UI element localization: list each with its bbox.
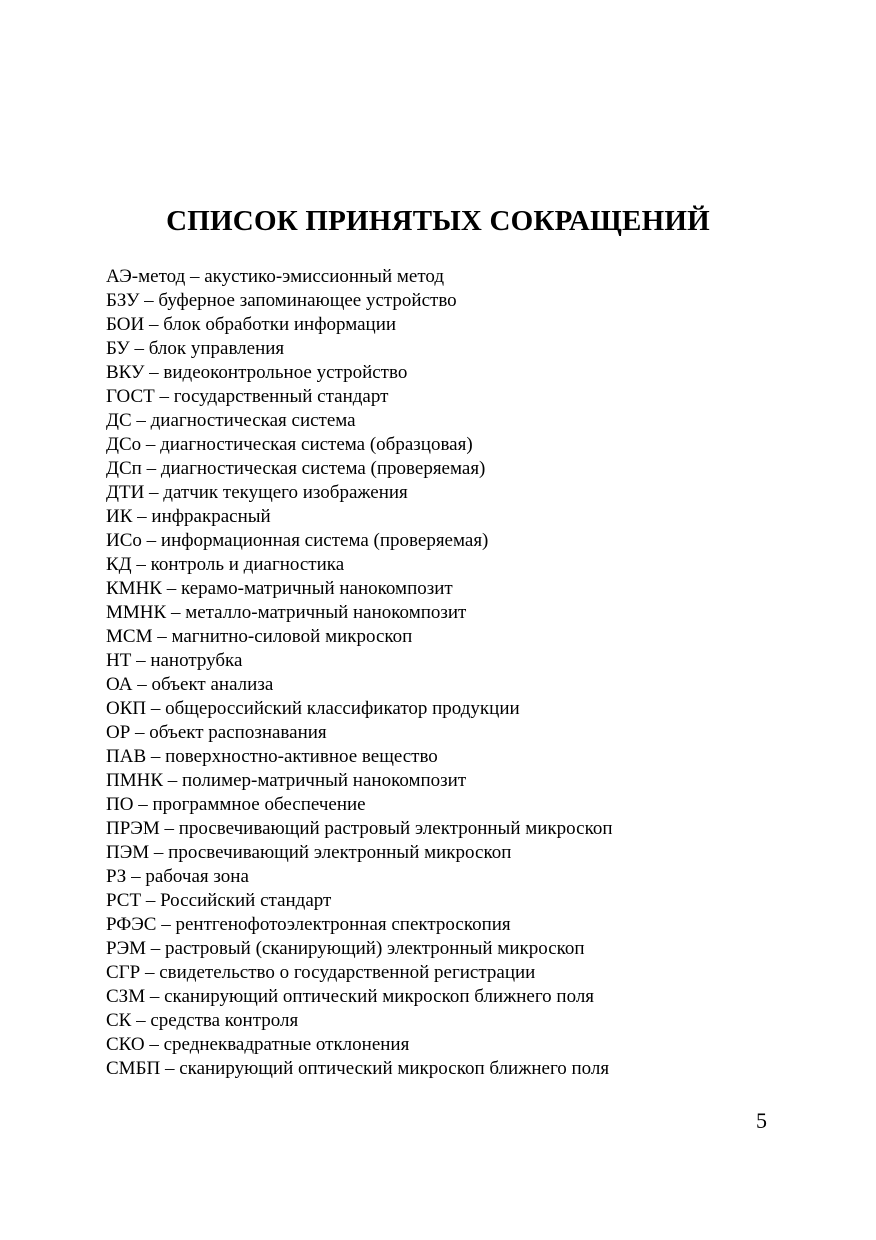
list-item [106,697,613,721]
abbreviation-separator: – [146,698,166,719]
abbreviation-definition: сканирующий оптический микроскоп ближнего поля [179,1058,610,1079]
list-item [106,649,613,673]
abbreviation-separator: – [146,938,166,959]
abbreviation-term: ВКУ [106,362,145,383]
abbreviation-separator: – [133,794,153,815]
abbreviation-definition: рабочая зона [145,866,249,887]
abbreviation-separator: – [141,890,161,911]
abbreviation-separator: – [144,1034,164,1055]
abbreviation-separator: – [131,554,151,575]
abbreviation-definition: датчик текущего изображения [163,482,408,503]
abbreviation-term: БУ [106,338,130,359]
list-item [106,673,613,697]
abbreviation-definition: металло-матричный нанокомпозит [185,602,467,623]
abbreviation-term: СМБП [106,1058,161,1079]
list-item [106,289,613,313]
abbreviation-term: РФЭС [106,914,157,935]
abbreviation-term: ПЭМ [106,842,150,863]
abbreviation-definition: растровый (сканирующий) электронный микроскоп [165,938,585,959]
abbreviation-definition: государственный стандарт [173,386,389,407]
list-item [106,1009,613,1033]
page-number: 5 [756,1108,767,1133]
abbreviation-term: РЗ [106,866,127,887]
abbreviation-definition: общероссийский классификатор продукции [165,698,520,719]
abbreviation-definition: рентгенофотоэлектронная спектроскопия [175,914,511,935]
list-item [106,577,613,601]
abbreviation-separator: – [131,410,151,431]
abbreviation-separator: – [130,722,150,743]
abbreviation-term: ИСо [106,530,142,551]
abbreviation-definition: просвечивающий электронный микроскоп [168,842,512,863]
abbreviation-definition: полимер-матричный нанокомпозит [182,770,467,791]
abbreviation-term: КД [106,554,132,575]
abbreviation-definition: информационная система (проверяемая) [160,530,489,551]
abbreviation-separator: – [152,626,172,647]
abbreviation-separator: – [163,770,183,791]
abbreviation-term: АЭ-метод [106,266,186,287]
abbreviation-separator: – [159,818,179,839]
abbreviation-term: ММНК [106,602,167,623]
abbreviation-term: БЗУ [106,290,140,311]
abbreviation-separator: – [154,386,174,407]
page-title: СПИСОК ПРИНЯТЫХ СОКРАЩЕНИЙ [166,205,710,237]
list-item [106,337,613,361]
abbreviation-definition: магнитно-силовой микроскоп [171,626,413,647]
abbreviation-term: ДСо [106,434,142,455]
abbreviation-separator: – [145,986,165,1007]
list-item [106,793,613,817]
list-item [106,529,613,553]
abbreviation-term: НТ [106,650,132,671]
abbreviation-definition: средства контроля [150,1010,299,1031]
abbreviation-term: ДС [106,410,132,431]
abbreviation-term: КМНК [106,578,162,599]
list-item [106,313,613,337]
list-item [106,361,613,385]
list-item [106,1057,613,1081]
list-item [106,985,613,1009]
abbreviation-term: ОА [106,674,133,695]
abbreviation-term: СКО [106,1034,145,1055]
abbreviation-definition: инфракрасный [151,506,271,527]
abbreviation-definition: контроль и диагностика [150,554,345,575]
abbreviation-separator: – [144,482,164,503]
list-item [106,1033,613,1057]
abbreviation-definition: просвечивающий растровый электронный микроскоп [178,818,613,839]
list-item [106,937,613,961]
list-item [106,625,613,649]
list-item [106,481,613,505]
list-item [106,769,613,793]
list-item [106,385,613,409]
abbreviation-term: СК [106,1010,132,1031]
abbreviation-term: РЭМ [106,938,147,959]
abbreviation-definition: диагностическая система [150,410,356,431]
abbreviation-separator: – [185,266,205,287]
abbreviation-separator: – [160,1058,180,1079]
abbreviation-definition: акустико-эмиссионный метод [204,266,445,287]
abbreviation-list [106,265,613,1081]
abbreviation-term: СГР [106,962,141,983]
abbreviation-term: РСТ [106,890,142,911]
abbreviation-term: ОКП [106,698,147,719]
list-item [106,865,613,889]
list-item [106,433,613,457]
list-item [106,817,613,841]
abbreviation-definition: диагностическая система (образцовая) [160,434,473,455]
list-item [106,841,613,865]
abbreviation-separator: – [132,506,152,527]
list-item [106,265,613,289]
abbreviation-separator: – [144,314,164,335]
abbreviation-definition: керамо-матричный нанокомпозит [180,578,453,599]
abbreviation-term: ГОСТ [106,386,155,407]
abbreviation-definition: программное обеспечение [152,794,366,815]
abbreviation-separator: – [141,530,161,551]
abbreviation-separator: – [166,602,186,623]
list-item [106,553,613,577]
abbreviation-definition: нанотрубка [150,650,243,671]
abbreviation-term: БОИ [106,314,145,335]
abbreviation-separator: – [144,362,164,383]
abbreviation-separator: – [126,866,146,887]
list-item [106,505,613,529]
abbreviation-definition: блок управления [148,338,285,359]
list-item [106,961,613,985]
list-item [106,721,613,745]
abbreviation-term: ДСп [106,458,142,479]
abbreviation-separator: – [140,962,160,983]
abbreviation-term: ПРЭМ [106,818,160,839]
list-item [106,889,613,913]
list-item [106,457,613,481]
abbreviation-separator: – [149,842,169,863]
abbreviation-separator: – [156,914,176,935]
abbreviation-term: ПО [106,794,134,815]
abbreviation-definition: видеоконтрольное устройство [163,362,408,383]
abbreviation-term: ИК [106,506,133,527]
abbreviation-separator: – [129,338,149,359]
abbreviation-separator: – [141,458,161,479]
abbreviation-separator: – [146,746,166,767]
abbreviation-definition: объект распознавания [149,722,327,743]
abbreviation-separator: – [141,434,161,455]
abbreviation-definition: среднеквадратные отклонения [163,1034,410,1055]
abbreviation-definition: объект анализа [151,674,274,695]
abbreviation-definition: Российский стандарт [160,890,332,911]
abbreviation-separator: – [131,1010,151,1031]
abbreviation-definition: блок обработки информации [163,314,397,335]
abbreviation-definition: диагностическая система (проверяемая) [160,458,486,479]
abbreviation-separator: – [131,650,151,671]
abbreviation-definition: сканирующий оптический микроскоп ближнего поля [164,986,595,1007]
abbreviation-separator: – [161,578,181,599]
abbreviation-term: ПМНК [106,770,164,791]
abbreviation-definition: свидетельство о государственной регистрации [159,962,536,983]
list-item [106,409,613,433]
abbreviation-separator: – [132,674,152,695]
abbreviation-term: ПАВ [106,746,147,767]
abbreviation-definition: буферное запоминающее устройство [158,290,457,311]
abbreviation-term: ОР [106,722,131,743]
abbreviation-term: СЗМ [106,986,146,1007]
list-item [106,913,613,937]
abbreviation-definition: поверхностно-активное вещество [165,746,438,767]
abbreviation-term: МСМ [106,626,153,647]
abbreviation-term: ДТИ [106,482,145,503]
list-item [106,745,613,769]
list-item [106,601,613,625]
abbreviation-separator: – [139,290,159,311]
